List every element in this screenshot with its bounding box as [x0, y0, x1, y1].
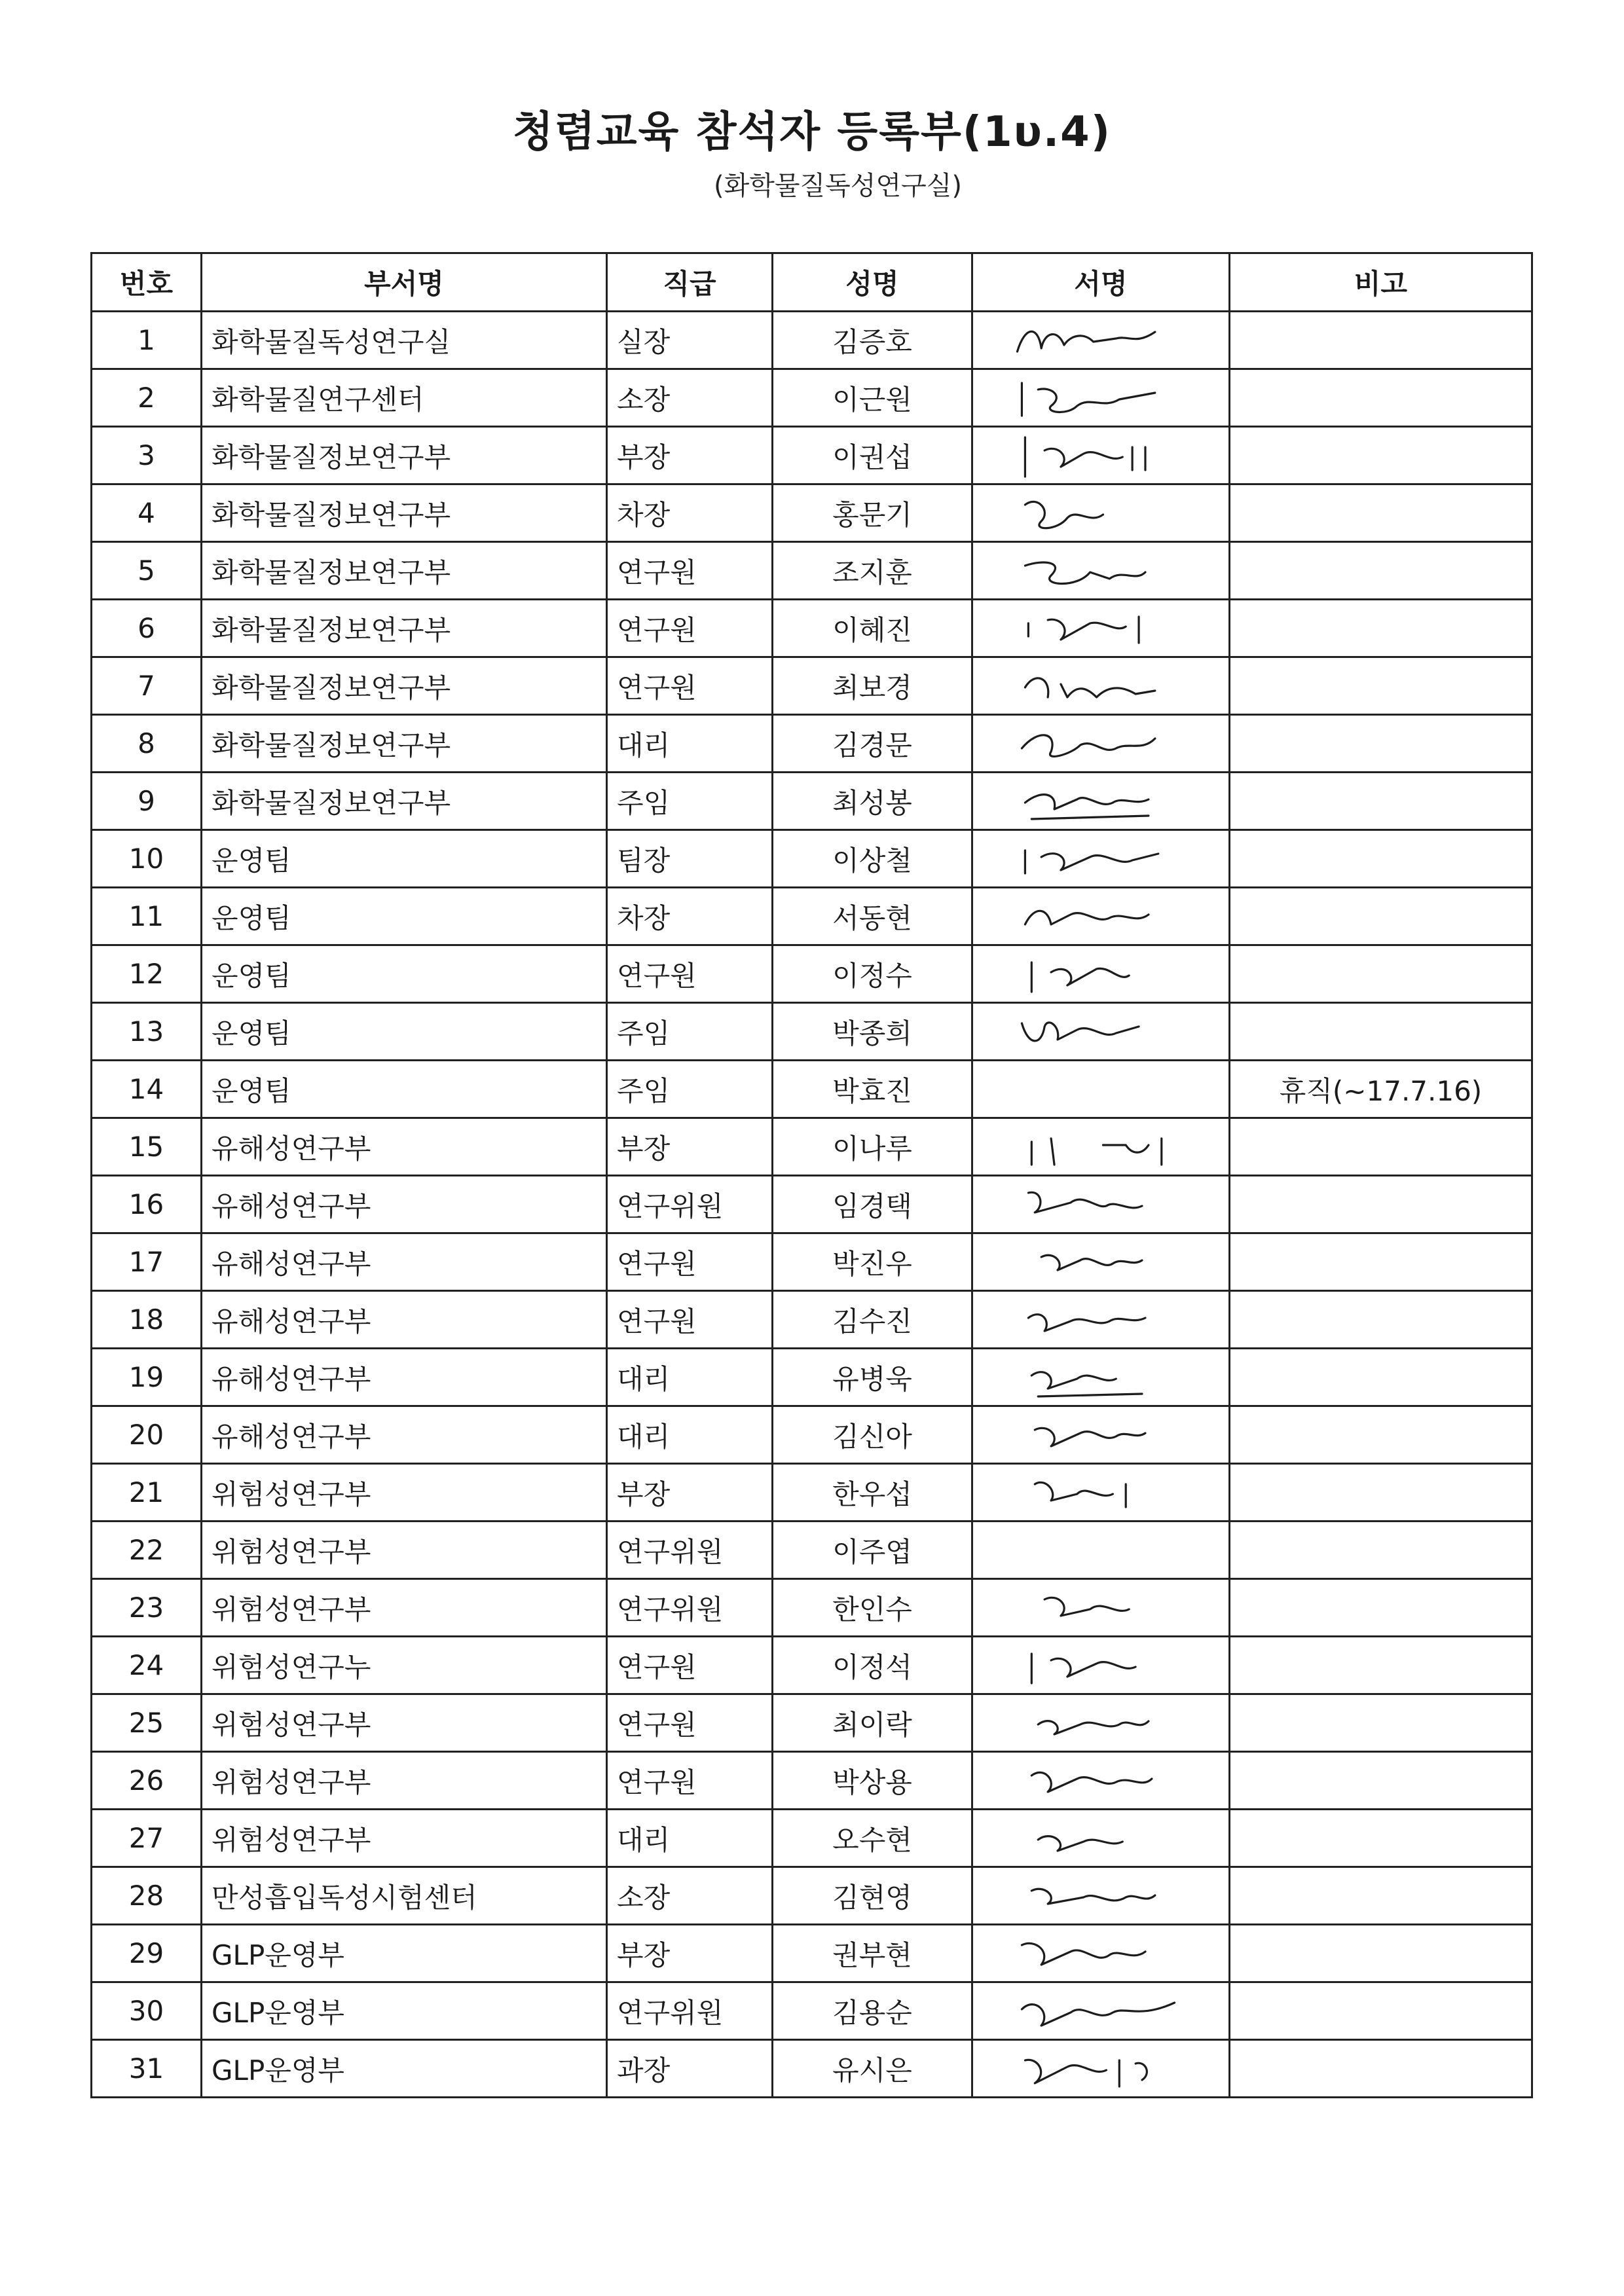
name-cell: 이상철 [773, 830, 972, 888]
name-cell: 권부현 [773, 1925, 972, 1982]
department-cell: 화학물질정보연구부 [202, 657, 607, 715]
department-cell: 유해성연구부 [202, 1291, 607, 1349]
rank-cell: 부장 [607, 427, 773, 484]
department-cell: 화학물질정보연구부 [202, 715, 607, 773]
handwritten-signature [973, 600, 1228, 656]
rank-cell: 주임 [607, 1003, 773, 1061]
department-cell: 위험성연구부 [202, 1752, 607, 1810]
remarks-cell [1230, 1406, 1532, 1464]
row-number: 15 [92, 1118, 202, 1176]
table-row [92, 1406, 1532, 1464]
table-row [92, 1291, 1532, 1349]
header-name: 성명 [773, 253, 972, 312]
table-row [92, 600, 1532, 657]
signature-cell [972, 1982, 1230, 2040]
department-cell: GLP운영부 [202, 2040, 607, 2098]
remarks-cell [1230, 715, 1532, 773]
name-cell: 오수현 [773, 1810, 972, 1867]
table-row [92, 369, 1532, 427]
department-cell: 화학물질연구센터 [202, 369, 607, 427]
name-cell: 이권섭 [773, 427, 972, 484]
department-cell: 만성흡입독성시험센터 [202, 1867, 607, 1925]
handwritten-signature [973, 1465, 1228, 1520]
department-cell: 화학물질정보연구부 [202, 600, 607, 657]
rank-cell: 연구위원 [607, 1522, 773, 1579]
remarks-cell [1230, 830, 1532, 888]
handwritten-signature [973, 312, 1228, 368]
handwritten-signature [973, 831, 1228, 886]
remarks-cell [1230, 1291, 1532, 1349]
rank-cell: 연구위원 [607, 1982, 773, 2040]
signature-cell [972, 1176, 1230, 1233]
signature-cell [972, 1291, 1230, 1349]
table-row [92, 715, 1532, 773]
signature-cell [972, 1637, 1230, 1694]
header-number: 번호 [92, 253, 202, 312]
remarks-cell [1230, 1810, 1532, 1867]
signature-cell [972, 1464, 1230, 1522]
signature-cell [972, 542, 1230, 600]
rank-cell: 연구원 [607, 600, 773, 657]
table-row [92, 312, 1532, 369]
handwritten-signature [973, 716, 1228, 771]
rank-cell: 차장 [607, 888, 773, 945]
rank-cell: 연구원 [607, 657, 773, 715]
remarks-cell [1230, 312, 1532, 369]
table-row [92, 1349, 1532, 1406]
rank-cell: 연구원 [607, 1637, 773, 1694]
remarks-cell [1230, 1752, 1532, 1810]
department-cell: 위험성연구부 [202, 1694, 607, 1752]
table-row [92, 1637, 1532, 1694]
table-row [92, 1752, 1532, 1810]
handwritten-signature [973, 773, 1228, 829]
table-row [92, 1176, 1532, 1233]
name-cell: 이주엽 [773, 1522, 972, 1579]
department-cell: 화학물질정보연구부 [202, 427, 607, 484]
rank-cell: 연구원 [607, 1752, 773, 1810]
table-row [92, 830, 1532, 888]
rank-cell: 소장 [607, 369, 773, 427]
department-cell: GLP운영부 [202, 1925, 607, 1982]
signature-cell [972, 1694, 1230, 1752]
remarks-cell [1230, 1694, 1532, 1752]
remarks-cell [1230, 773, 1532, 830]
table-row [92, 1982, 1532, 2040]
row-number: 12 [92, 945, 202, 1003]
signature-cell [972, 600, 1230, 657]
attendance-table [90, 252, 1533, 2098]
name-cell: 유시은 [773, 2040, 972, 2098]
row-number: 11 [92, 888, 202, 945]
rank-cell: 연구원 [607, 1233, 773, 1291]
row-number: 8 [92, 715, 202, 773]
name-cell: 이정수 [773, 945, 972, 1003]
signature-cell [972, 1233, 1230, 1291]
rank-cell: 연구원 [607, 1291, 773, 1349]
department-cell: 위험성연구부 [202, 1522, 607, 1579]
handwritten-signature [973, 1176, 1228, 1232]
name-cell: 김현영 [773, 1867, 972, 1925]
name-cell: 유병욱 [773, 1349, 972, 1406]
signature-cell [972, 1118, 1230, 1176]
handwritten-signature [973, 1753, 1228, 1808]
row-number: 18 [92, 1291, 202, 1349]
table-row [92, 1810, 1532, 1867]
department-cell: 화학물질독성연구실 [202, 312, 607, 369]
remarks-cell [1230, 1637, 1532, 1694]
row-number: 16 [92, 1176, 202, 1233]
signature-cell [972, 1810, 1230, 1867]
table-row [92, 1925, 1532, 1982]
document-subtitle: (화학물질독성연구실) [714, 171, 962, 201]
name-cell: 박진우 [773, 1233, 972, 1291]
rank-cell: 주임 [607, 773, 773, 830]
row-number: 2 [92, 369, 202, 427]
table-body [92, 312, 1532, 2098]
name-cell: 박상용 [773, 1752, 972, 1810]
remarks-cell: 휴직(~17.7.16) [1230, 1061, 1532, 1118]
remarks-cell [1230, 1003, 1532, 1061]
table-row [92, 484, 1532, 542]
row-number: 30 [92, 1982, 202, 2040]
row-number: 17 [92, 1233, 202, 1291]
department-cell: 운영팀 [202, 945, 607, 1003]
remarks-cell [1230, 542, 1532, 600]
department-cell: 위험성연구부 [202, 1579, 607, 1637]
handwritten-signature [973, 428, 1228, 483]
row-number: 23 [92, 1579, 202, 1637]
signature-cell [972, 1867, 1230, 1925]
row-number: 13 [92, 1003, 202, 1061]
name-cell: 최이락 [773, 1694, 972, 1752]
table-row [92, 1118, 1532, 1176]
remarks-cell [1230, 1118, 1532, 1176]
table-row [92, 1233, 1532, 1291]
remarks-cell [1230, 888, 1532, 945]
table-row [92, 888, 1532, 945]
rank-cell: 소장 [607, 1867, 773, 1925]
handwritten-signature [973, 1695, 1228, 1751]
handwritten-signature [973, 1580, 1228, 1635]
rank-cell: 연구원 [607, 945, 773, 1003]
header-remarks: 비고 [1230, 253, 1532, 312]
remarks-cell [1230, 1982, 1532, 2040]
table-row [92, 945, 1532, 1003]
remarks-cell [1230, 1925, 1532, 1982]
department-cell: 유해성연구부 [202, 1176, 607, 1233]
remarks-cell [1230, 1464, 1532, 1522]
rank-cell: 대리 [607, 1406, 773, 1464]
name-cell: 홍문기 [773, 484, 972, 542]
signature-cell [972, 1061, 1230, 1118]
row-number: 5 [92, 542, 202, 600]
rank-cell: 팀장 [607, 830, 773, 888]
name-cell: 이근원 [773, 369, 972, 427]
table-row [92, 1694, 1532, 1752]
rank-cell: 연구원 [607, 542, 773, 600]
remarks-cell [1230, 2040, 1532, 2098]
department-cell: 화학물질정보연구부 [202, 484, 607, 542]
remarks-cell [1230, 484, 1532, 542]
rank-cell: 부장 [607, 1464, 773, 1522]
department-cell: 위험성연구부 [202, 1810, 607, 1867]
signature-cell [972, 1752, 1230, 1810]
rank-cell: 대리 [607, 1349, 773, 1406]
department-cell: 화학물질정보연구부 [202, 542, 607, 600]
department-cell: 운영팀 [202, 1003, 607, 1061]
table-row [92, 657, 1532, 715]
row-number: 26 [92, 1752, 202, 1810]
table-row [92, 1061, 1532, 1118]
header-rank: 직급 [607, 253, 773, 312]
name-cell: 이정석 [773, 1637, 972, 1694]
name-cell: 김수진 [773, 1291, 972, 1349]
table-row [92, 1522, 1532, 1579]
rank-cell: 부장 [607, 1118, 773, 1176]
remarks-cell [1230, 657, 1532, 715]
signature-cell [972, 1579, 1230, 1637]
rank-cell: 실장 [607, 312, 773, 369]
row-number: 31 [92, 2040, 202, 2098]
signature-cell [972, 830, 1230, 888]
name-cell: 최보경 [773, 657, 972, 715]
handwritten-signature [973, 1925, 1228, 1981]
remarks-cell [1230, 1579, 1532, 1637]
handwritten-signature [973, 543, 1228, 598]
department-cell: 위험성연구부 [202, 1464, 607, 1522]
name-cell: 조지훈 [773, 542, 972, 600]
name-cell: 박효진 [773, 1061, 972, 1118]
signature-cell [972, 888, 1230, 945]
signature-cell [972, 1406, 1230, 1464]
table-row [92, 427, 1532, 484]
name-cell: 김증호 [773, 312, 972, 369]
name-cell: 이나루 [773, 1118, 972, 1176]
rank-cell: 대리 [607, 1810, 773, 1867]
signature-cell [972, 715, 1230, 773]
name-cell: 임경택 [773, 1176, 972, 1233]
signature-cell [972, 484, 1230, 542]
handwritten-signature [973, 485, 1228, 541]
row-number: 22 [92, 1522, 202, 1579]
remarks-cell [1230, 1176, 1532, 1233]
row-number: 19 [92, 1349, 202, 1406]
table-row [92, 1867, 1532, 1925]
row-number: 21 [92, 1464, 202, 1522]
rank-cell: 대리 [607, 715, 773, 773]
name-cell: 김용순 [773, 1982, 972, 2040]
handwritten-signature [973, 1119, 1228, 1175]
table-row [92, 1464, 1532, 1522]
remarks-cell [1230, 1867, 1532, 1925]
handwritten-signature [973, 1983, 1228, 2039]
handwritten-signature [973, 1637, 1228, 1693]
signature-cell [972, 773, 1230, 830]
row-number: 14 [92, 1061, 202, 1118]
name-cell: 박종희 [773, 1003, 972, 1061]
table-row [92, 1003, 1532, 1061]
department-cell: 유해성연구부 [202, 1118, 607, 1176]
signature-cell [972, 1003, 1230, 1061]
remarks-cell [1230, 600, 1532, 657]
handwritten-signature [973, 1292, 1228, 1347]
department-cell: 운영팀 [202, 1061, 607, 1118]
department-cell: 화학물질정보연구부 [202, 773, 607, 830]
department-cell: 위험성연구누 [202, 1637, 607, 1694]
document-title: 청렴교육 참석자 등록부(1υ.4) [513, 108, 1111, 156]
rank-cell: 과장 [607, 2040, 773, 2098]
signature-cell [972, 427, 1230, 484]
row-number: 20 [92, 1406, 202, 1464]
header-signature: 서명 [972, 253, 1230, 312]
name-cell: 서동현 [773, 888, 972, 945]
handwritten-signature [973, 1407, 1228, 1463]
row-number: 29 [92, 1925, 202, 1982]
rank-cell: 차장 [607, 484, 773, 542]
handwritten-signature [973, 1004, 1228, 1059]
row-number: 1 [92, 312, 202, 369]
rank-cell: 부장 [607, 1925, 773, 1982]
rank-cell: 주임 [607, 1061, 773, 1118]
name-cell: 김신아 [773, 1406, 972, 1464]
remarks-cell [1230, 1522, 1532, 1579]
signature-cell [972, 1349, 1230, 1406]
row-number: 3 [92, 427, 202, 484]
department-cell: 운영팀 [202, 830, 607, 888]
handwritten-signature [973, 1234, 1228, 1290]
row-number: 25 [92, 1694, 202, 1752]
row-number: 4 [92, 484, 202, 542]
remarks-cell [1230, 945, 1532, 1003]
name-cell: 한우섭 [773, 1464, 972, 1522]
row-number: 24 [92, 1637, 202, 1694]
name-cell: 이혜진 [773, 600, 972, 657]
signature-cell [972, 1522, 1230, 1579]
name-cell: 한인수 [773, 1579, 972, 1637]
row-number: 10 [92, 830, 202, 888]
handwritten-signature [973, 370, 1228, 426]
signature-cell [972, 657, 1230, 715]
department-cell: 유해성연구부 [202, 1233, 607, 1291]
table-row [92, 1579, 1532, 1637]
department-cell: GLP운영부 [202, 1982, 607, 2040]
row-number: 6 [92, 600, 202, 657]
row-number: 27 [92, 1810, 202, 1867]
department-cell: 유해성연구부 [202, 1349, 607, 1406]
rank-cell: 연구위원 [607, 1176, 773, 1233]
table-row [92, 542, 1532, 600]
row-number: 7 [92, 657, 202, 715]
row-number: 28 [92, 1867, 202, 1925]
signature-cell [972, 369, 1230, 427]
remarks-cell [1230, 427, 1532, 484]
handwritten-signature [973, 946, 1228, 1002]
rank-cell: 연구원 [607, 1694, 773, 1752]
handwritten-signature [973, 888, 1228, 944]
name-cell: 김경문 [773, 715, 972, 773]
signature-cell [972, 312, 1230, 369]
name-cell: 최성봉 [773, 773, 972, 830]
signature-cell [972, 2040, 1230, 2098]
remarks-cell [1230, 1349, 1532, 1406]
rank-cell: 연구위원 [607, 1579, 773, 1637]
handwritten-signature [973, 2041, 1228, 2096]
signature-cell [972, 1925, 1230, 1982]
handwritten-signature [973, 658, 1228, 714]
signature-cell [972, 945, 1230, 1003]
row-number: 9 [92, 773, 202, 830]
table-row [92, 773, 1532, 830]
handwritten-signature [973, 1868, 1228, 1923]
remarks-cell [1230, 369, 1532, 427]
header-department: 부서명 [202, 253, 607, 312]
table-row [92, 2040, 1532, 2098]
department-cell: 유해성연구부 [202, 1406, 607, 1464]
remarks-cell [1230, 1233, 1532, 1291]
handwritten-signature [973, 1810, 1228, 1866]
handwritten-signature [973, 1349, 1228, 1405]
department-cell: 운영팀 [202, 888, 607, 945]
table-header-row [92, 253, 1532, 312]
